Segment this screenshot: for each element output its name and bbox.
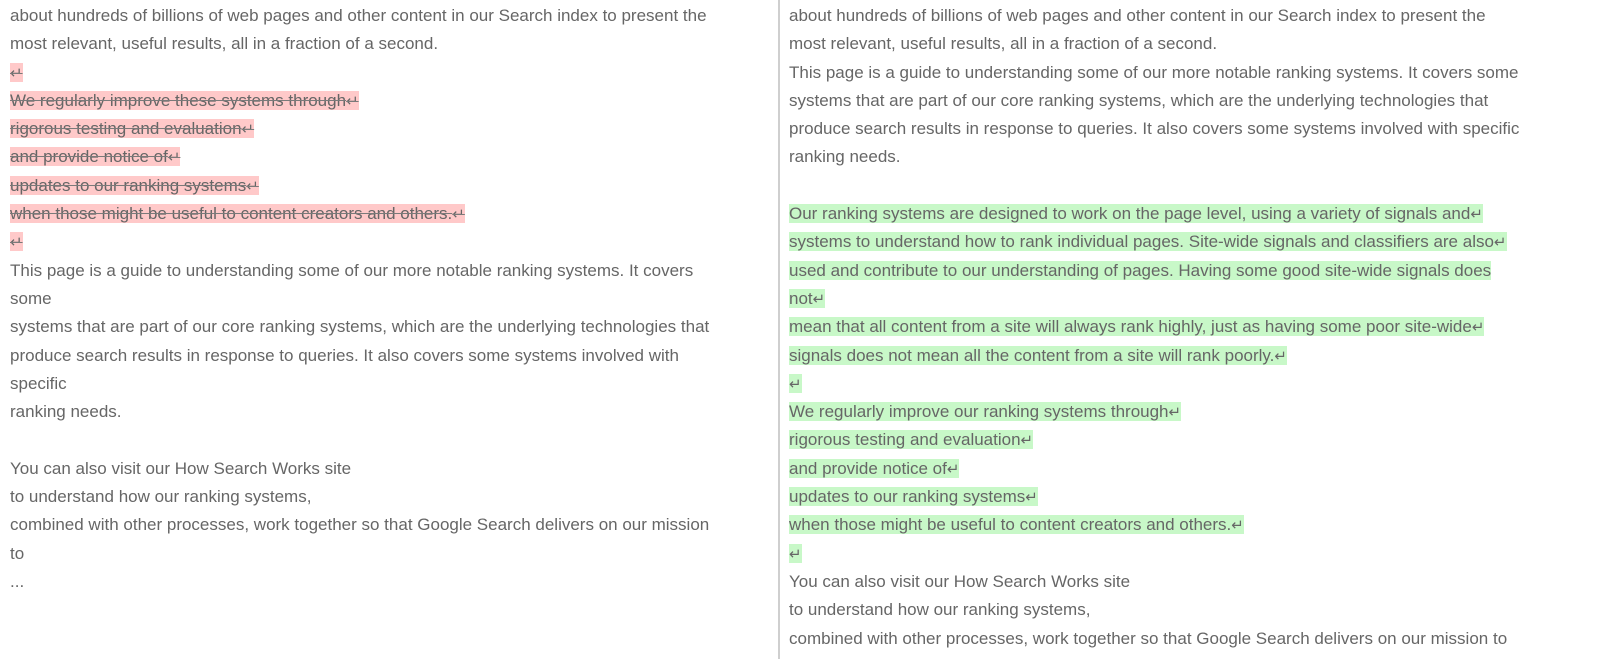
inserted-text: not <box>789 288 813 308</box>
inserted-text: and provide notice of <box>789 458 947 478</box>
added-line <box>785 285 1600 313</box>
removed-line <box>0 115 778 143</box>
revised-lines <box>785 0 1600 653</box>
newline-marker-icon: ↵ <box>246 176 259 195</box>
newline-marker-icon: ↵ <box>1471 318 1485 337</box>
inserted-text-highlight <box>789 317 1484 336</box>
newline-marker-icon: ↵ <box>946 459 960 478</box>
text-line: combined with other processes, work together so that Google Search delivers on our mission to <box>789 628 1508 648</box>
added-line <box>785 313 1600 341</box>
removed-line <box>0 143 778 171</box>
text-line: systems that are part of our core ranking systems, which are the underlying technologies that <box>10 317 710 337</box>
added-line <box>785 483 1600 511</box>
inserted-text-highlight <box>789 374 802 393</box>
newline-marker-icon: ↵ <box>1025 488 1038 507</box>
inserted-text-highlight <box>789 346 1287 365</box>
inserted-text-highlight <box>789 544 802 563</box>
text-line: specific <box>10 373 67 393</box>
added-line <box>785 540 1600 568</box>
blank-line <box>785 172 1600 200</box>
newline-marker-icon: ↵ <box>1493 233 1507 252</box>
added-line <box>785 228 1600 256</box>
text-line: This page is a guide to understanding some of our more notable ranking systems. It covers some <box>789 62 1519 82</box>
added-line <box>785 426 1600 454</box>
pane-divider[interactable] <box>778 0 780 659</box>
removed-line <box>0 228 778 256</box>
added-line <box>785 398 1600 426</box>
removed-line <box>0 200 778 228</box>
removed-line <box>0 172 778 200</box>
revised-text-pane[interactable] <box>785 0 1600 659</box>
inserted-text-highlight <box>789 232 1507 251</box>
deleted-text: and provide notice of <box>10 147 168 167</box>
newline-marker-icon: ↵ <box>1020 431 1034 450</box>
deleted-text: rigorous testing and evaluation <box>10 119 242 139</box>
newline-marker-icon: ↵ <box>789 374 802 393</box>
original-text-pane[interactable] <box>0 0 778 659</box>
text-line: to understand how our ranking systems, <box>10 487 312 507</box>
inserted-text-highlight <box>789 289 825 308</box>
inserted-text-highlight <box>789 459 959 478</box>
newline-marker-icon: ↵ <box>1274 346 1287 365</box>
added-line <box>785 511 1600 539</box>
inserted-text: systems to understand how to rank individual pages. Site-wide signals and classifiers are also <box>789 232 1494 252</box>
inserted-text: Our ranking systems are designed to work on the page level, using a variety of signals and <box>789 204 1471 224</box>
added-line <box>785 370 1600 398</box>
text-line: You can also visit our How Search Works site <box>789 571 1131 591</box>
added-line <box>785 342 1600 370</box>
deleted-text: updates to our ranking systems <box>10 175 247 195</box>
blank-line <box>0 426 778 454</box>
newline-marker-icon: ↵ <box>346 91 359 110</box>
deleted-text-highlight <box>10 63 23 82</box>
deleted-text-highlight <box>10 147 180 166</box>
newline-marker-icon: ↵ <box>1168 403 1182 422</box>
inserted-text: when those might be useful to content creators and others. <box>789 515 1232 535</box>
deleted-text-highlight <box>10 176 259 195</box>
inserted-text-highlight <box>789 204 1483 223</box>
inserted-text: updates to our ranking systems <box>789 487 1026 507</box>
text-line: ... <box>10 571 25 591</box>
deleted-text: We regularly improve these systems through <box>10 90 347 110</box>
newline-marker-icon: ↵ <box>241 120 255 139</box>
inserted-text: mean that all content from a site will always rank highly, just as having some poor site-wide <box>789 317 1472 337</box>
text-line: produce search results in response to queries. It also covers some systems involved with specific <box>789 119 1520 139</box>
text-line: to understand how our ranking systems, <box>789 600 1091 620</box>
original-lines <box>0 0 778 596</box>
inserted-text-highlight <box>789 402 1181 421</box>
text-line: about hundreds of billions of web pages and other content in our Search index to present the <box>10 6 707 25</box>
inserted-text-highlight <box>789 487 1038 506</box>
deleted-text-highlight <box>10 119 254 138</box>
text-line: systems that are part of our core ranking systems, which are the underlying technologies that <box>789 90 1489 110</box>
newline-marker-icon: ↵ <box>10 63 23 82</box>
newline-marker-icon: ↵ <box>10 233 23 252</box>
added-line <box>785 455 1600 483</box>
removed-line <box>0 87 778 115</box>
text-line: ranking needs. <box>789 147 901 167</box>
text-line: most relevant, useful results, all in a fraction of a second. <box>10 34 439 54</box>
text-line: to <box>10 543 25 563</box>
text-line: combined with other processes, work together so that Google Search delivers on our mission <box>10 515 710 535</box>
inserted-text-highlight <box>789 515 1244 534</box>
newline-marker-icon: ↵ <box>167 148 181 167</box>
deleted-text-highlight <box>10 91 359 110</box>
text-line: some <box>10 288 52 308</box>
newline-marker-icon: ↵ <box>1231 516 1244 535</box>
inserted-text-highlight <box>789 430 1033 449</box>
deleted-text-highlight <box>10 232 23 251</box>
added-line <box>785 257 1600 285</box>
inserted-text-highlight <box>789 261 1491 280</box>
removed-line <box>0 59 778 87</box>
newline-marker-icon: ↵ <box>789 544 802 563</box>
text-line: produce search results in response to queries. It also covers some systems involved with <box>10 345 679 365</box>
newline-marker-icon: ↵ <box>452 205 465 224</box>
deleted-text: when those might be useful to content creators and others. <box>10 204 453 224</box>
inserted-text: used and contribute to our understanding of pages. Having some good site-wide signals does <box>789 260 1492 280</box>
text-line: most relevant, useful results, all in a fraction of a second. <box>789 34 1218 54</box>
text-line: ranking needs. <box>10 402 122 422</box>
newline-marker-icon: ↵ <box>812 289 826 308</box>
deleted-text-highlight <box>10 204 465 223</box>
inserted-text: signals does not mean all the content from a site will rank poorly. <box>789 345 1275 365</box>
text-line: This page is a guide to understanding some of our more notable ranking systems. It covers <box>10 260 694 280</box>
inserted-text: rigorous testing and evaluation <box>789 430 1021 450</box>
inserted-text: We regularly improve our ranking systems through <box>789 402 1169 422</box>
newline-marker-icon: ↵ <box>1470 205 1483 224</box>
added-line <box>785 200 1600 228</box>
text-line: about hundreds of billions of web pages and other content in our Search index to present the <box>789 6 1486 25</box>
text-line: You can also visit our How Search Works site <box>10 458 352 478</box>
